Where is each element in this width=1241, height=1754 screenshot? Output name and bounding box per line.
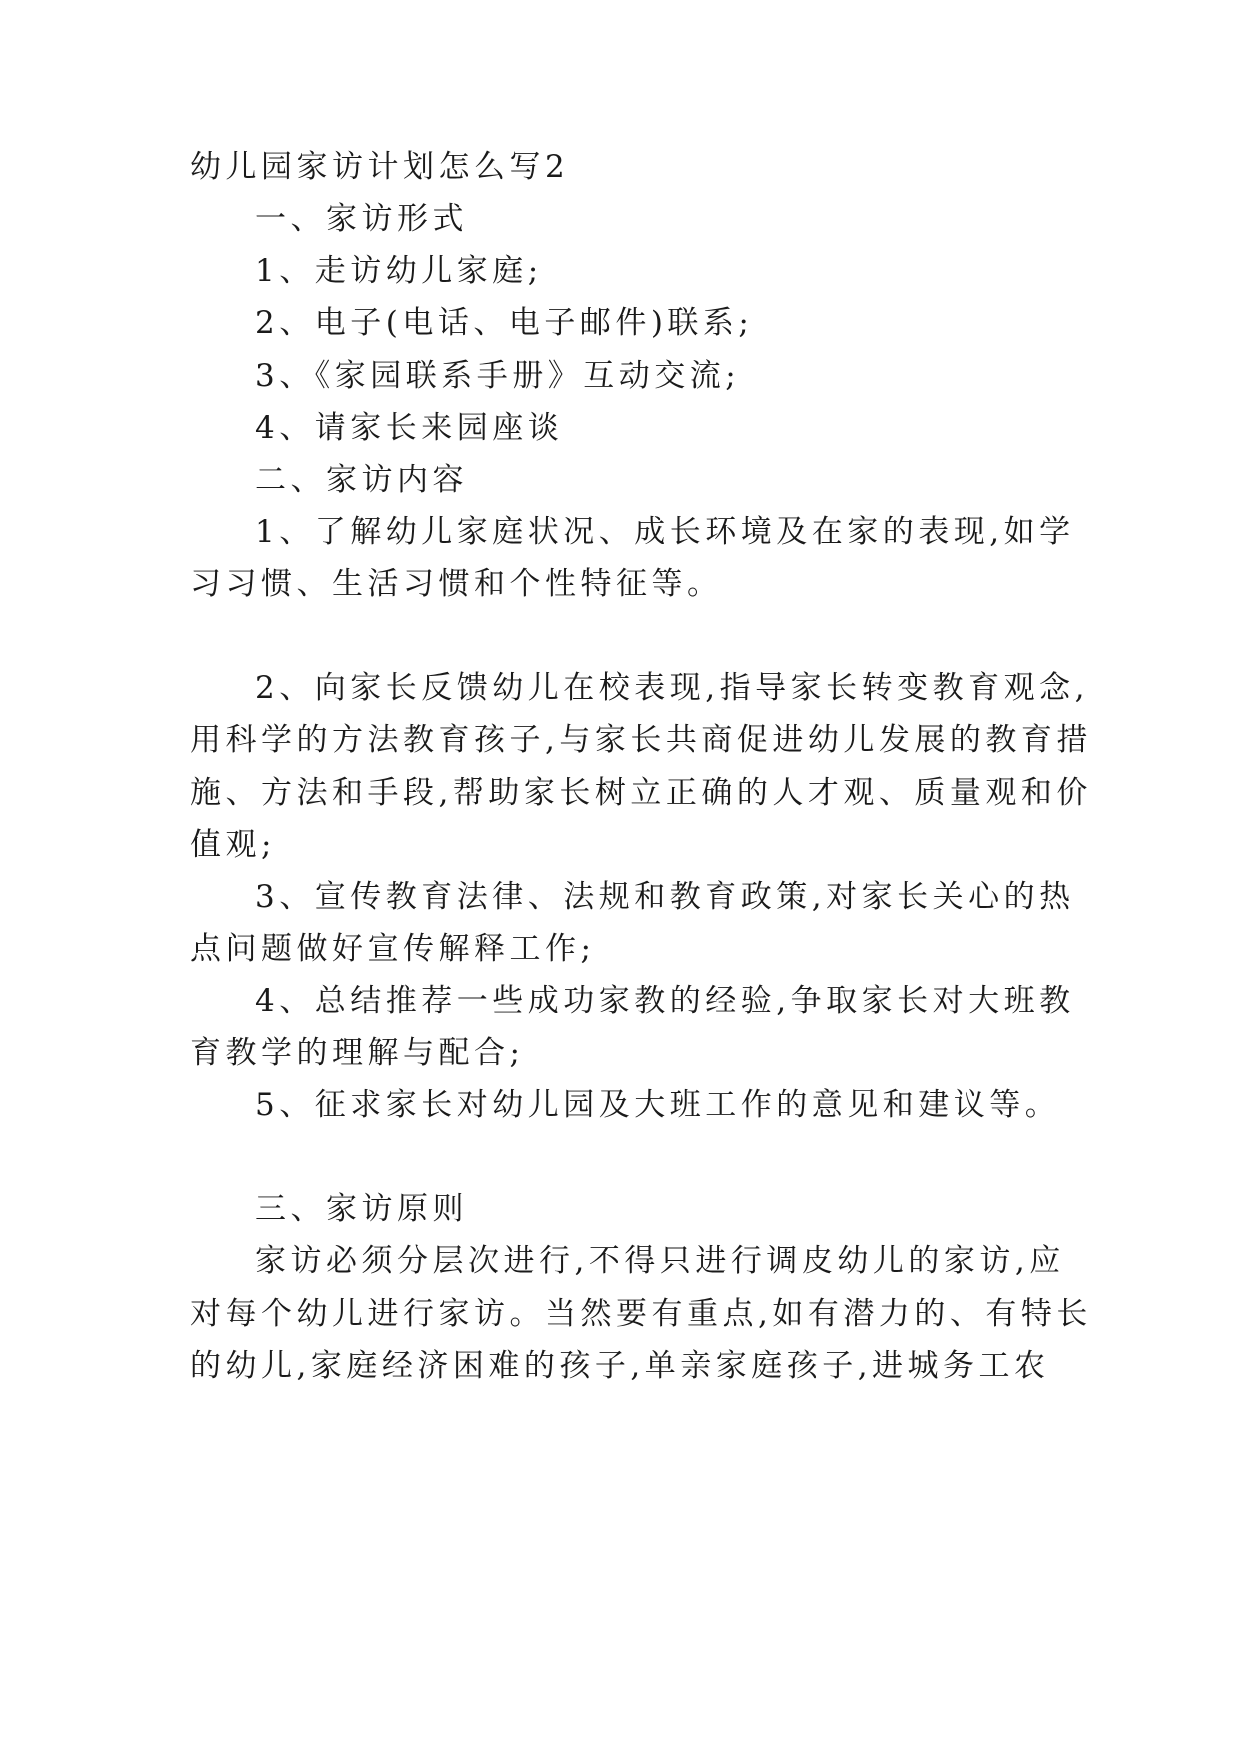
paragraph-line: 5、征求家长对幼儿园及大班工作的意见和建议等。 [255,1087,1061,1123]
paragraph-line: 家访必须分层次进行,不得只进行调皮幼儿的家访,应 [255,1243,1065,1279]
paragraph-line: 用科学的方法教育孩子,与家长共商促进幼儿发展的教育措 [190,722,1092,758]
paragraph-line: 习习惯、生活习惯和个性特征等。 [190,566,723,602]
paragraph-line: 3、宣传教育法律、法规和教育政策,对家长关心的热 [255,879,1075,915]
section-heading: 一、家访形式 [255,201,468,237]
section-heading: 三、家访原则 [255,1191,468,1227]
paragraph-line: 1、了解幼儿家庭状况、成长环境及在家的表现,如学 [255,514,1075,550]
list-item: 2、电子(电话、电子邮件)联系; [255,305,754,341]
list-item: 1、走访幼儿家庭; [255,253,543,289]
paragraph-line: 4、总结推荐一些成功家教的经验,争取家长对大班教 [255,983,1075,1019]
paragraph-line: 点问题做好宣传解释工作; [190,931,596,967]
paragraph-line: 育教学的理解与配合; [190,1035,525,1071]
list-item: 4、请家长来园座谈 [255,410,564,446]
paragraph-line: 施、方法和手段,帮助家长树立正确的人才观、质量观和价 [190,775,1092,811]
paragraph-line: 2、向家长反馈幼儿在校表现,指导家长转变教育观念, [255,670,1089,706]
paragraph-line: 值观; [190,827,276,863]
paragraph-line: 对每个幼儿进行家访。当然要有重点,如有潜力的、有特长 [190,1296,1092,1332]
document-title: 幼儿园家访计划怎么写2 [190,149,570,185]
section-heading: 二、家访内容 [255,462,468,498]
list-item: 3、《家园联系手册》互动交流; [255,358,741,394]
paragraph-line: 的幼儿,家庭经济困难的孩子,单亲家庭孩子,进城务工农 [190,1348,1050,1384]
